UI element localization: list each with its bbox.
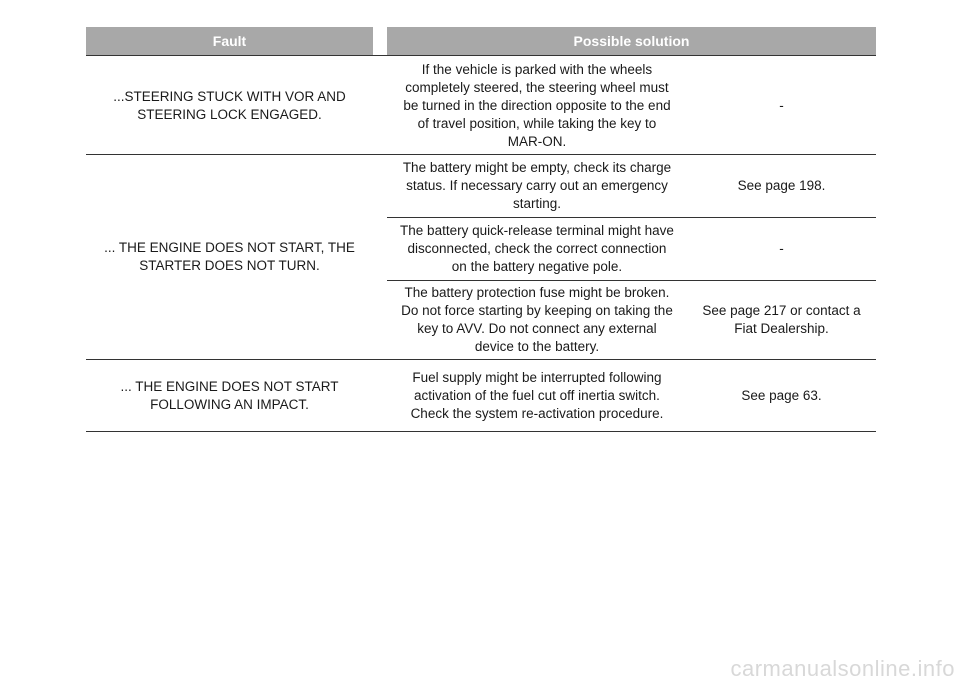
- column-header-fault: Fault: [86, 27, 373, 55]
- solution-text: The battery might be empty, check its charge status. If necessary carry out an emergency starting.: [402, 160, 672, 211]
- solution-entry: [387, 57, 876, 154]
- solution-group: [387, 57, 876, 154]
- solution-group: [387, 155, 876, 359]
- solution-reference: See page 198.: [737, 178, 826, 193]
- solution-entry: [387, 155, 876, 217]
- troubleshooting-table: [86, 27, 876, 432]
- fault-cell: ... THE ENGINE DOES NOT START, THE STARTER DOES NOT TURN.: [104, 240, 355, 273]
- solution-reference: -: [779, 97, 784, 113]
- solution-text: The battery protection fuse might be broken. Do not force starting by keeping on taking the key to AVV. Do not connect any external device to the battery.: [401, 285, 673, 354]
- table-header: [86, 27, 876, 57]
- solution-text: The battery quick-release terminal might have disconnected, check the correct connection on the battery negative pole.: [400, 223, 674, 274]
- table-row: [86, 155, 876, 360]
- solution-reference: -: [779, 241, 784, 256]
- table-row: [86, 57, 876, 155]
- solution-reference: See page 63.: [741, 387, 822, 403]
- solution-entry: [387, 217, 876, 280]
- column-header-possible-solution: Possible solution: [387, 27, 876, 55]
- table-row: [86, 360, 876, 432]
- solution-reference: See page 217 or contact a Fiat Dealership.: [702, 303, 861, 336]
- solution-text: If the vehicle is parked with the wheels completely steered, the steering wheel must be turned in the direction opposite to the end of travel position, while taking the key to MAR-ON.: [403, 61, 671, 149]
- solution-entry: [387, 360, 876, 431]
- watermark-text: carmanualsonline.info: [730, 656, 955, 681]
- fault-cell: ...STEERING STUCK WITH VOR AND STEERING LOCK ENGAGED.: [113, 88, 346, 122]
- solution-entry: [387, 280, 876, 359]
- solution-group: [387, 360, 876, 431]
- fault-cell: ... THE ENGINE DOES NOT START FOLLOWING AN IMPACT.: [120, 378, 339, 412]
- header-divider: [86, 55, 876, 56]
- solution-text: Fuel supply might be interrupted following activation of the fuel cut off inertia switch. Check the system re-activation procedure.: [410, 369, 664, 421]
